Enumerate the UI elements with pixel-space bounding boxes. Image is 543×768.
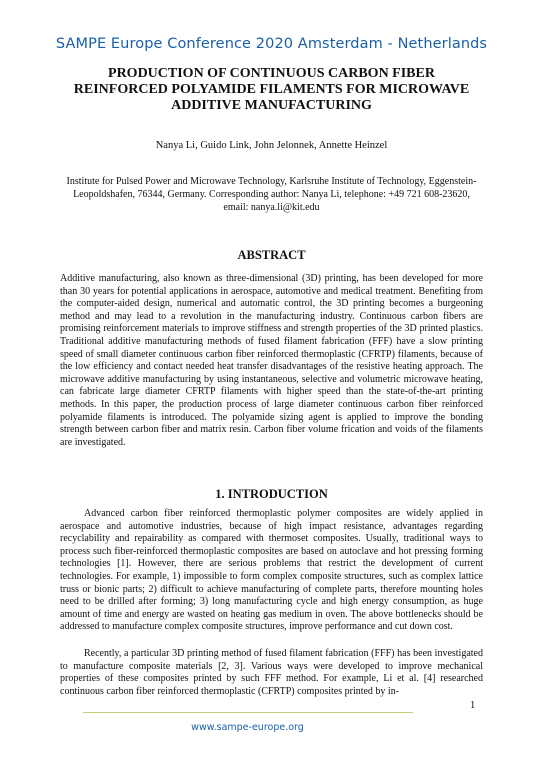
paper-affiliation: Institute for Pulsed Power and Microwave Technology, Karlsruhe Institute of Technology, Eggenstein-Leopoldshafen, 76344, Germany. Corresponding author: Nanya Li, telephone: +49 721 608-23620, email: nanya.li@kit.edu — [66, 176, 477, 213]
paper-authors: Nanya Li, Guido Link, John Jelonnek, Annette Heinzel — [155, 140, 388, 151]
introduction-heading: 1. INTRODUCTION — [215, 487, 328, 501]
paper-title: PRODUCTION OF CONTINUOUS CARBON FIBER REINFORCED POLYAMIDE FILAMENTS FOR MICROWAVE ADDITIVE MANUFACTURING — [73, 66, 470, 113]
abstract-heading: ABSTRACT — [237, 248, 306, 262]
footer-divider — [83, 712, 413, 713]
introduction-paragraph-2: Recently, a particular 3D printing method of fused filament fabrication (FFF) has been investigated to manufacture composite materials [2, 3]. Various ways were developed to improve mechanical properties of these composites printed by such FFF method. For example, Li et al. [4] researched continuous carbon fiber reinforced thermoplastic (CFRTP) composites printed by in- — [60, 648, 483, 697]
abstract-text: Additive manufacturing, also known as three-dimensional (3D) printing, has been developed for more than 30 years for potential applications in aerospace, automotive and medical treatment. Benefiting from the computer-aided design, numerical and automatic control, the 3D printing becomes a burgeoning method and may lead to a revolution in the manufacturing industry. Continuous carbon fibers are promising reinforcement materials to improve stiffness and strength properties of the 3D printed plastics. Traditional additive manufacturing methods of fused filament fabrication (FFF) have a slow printing speed of small diameter continuous carbon fiber reinforced thermoplastic (CFRTP) filaments, because of the low efficiency and contact needed heat transfer disadvantages of the resistive heating approach. The microwave additive manufacturing by using instantaneous, selective and volumetric microwave heating, can fabricate large diameter CFRTP filaments with higher speed than the state-of-the-art printing methods. In this paper, the production process of large diameter continuous carbon fiber reinforced polyamide filaments is introduced. The polyamide sizing agent is applied to improve the bonding strength between carbon fiber and matrix resin. Carbon fiber volume frication and voids of the filaments are investigated. — [60, 273, 483, 448]
footer-website-link[interactable]: www.sampe-europe.org — [191, 722, 304, 733]
conference-header: SAMPE Europe Conference 2020 Amsterdam - Netherlands — [55, 36, 488, 52]
page-number: 1 — [470, 700, 476, 711]
introduction-paragraph-1: Advanced carbon fiber reinforced thermoplastic polymer composites are widely applied in aerospace and automotive industries, because of high impact resistance, advantages regarding recyclability and repairability as compared with thermoset composites. Usually, traditional ways to process such fiber-reinforced thermoplastic composites are based on autoclave and hot pressing forming technologies [1]. However, there are serious problems that restrict the development of current technologies. For example, 1) impossible to form complex composite structures, such as complex lattice truss or bionic parts; 2) difficult to achieve manufacturing of complete parts, therefore mounting holes need to be drilled after forming; 3) long manufacturing cycle and high energy consumption, as huge amount of time and energy are wasted on heating gas medium in oven. The above bottlenecks should be addressed to manufacture complex composite structures, improve performance and cut down cost. — [60, 508, 483, 633]
